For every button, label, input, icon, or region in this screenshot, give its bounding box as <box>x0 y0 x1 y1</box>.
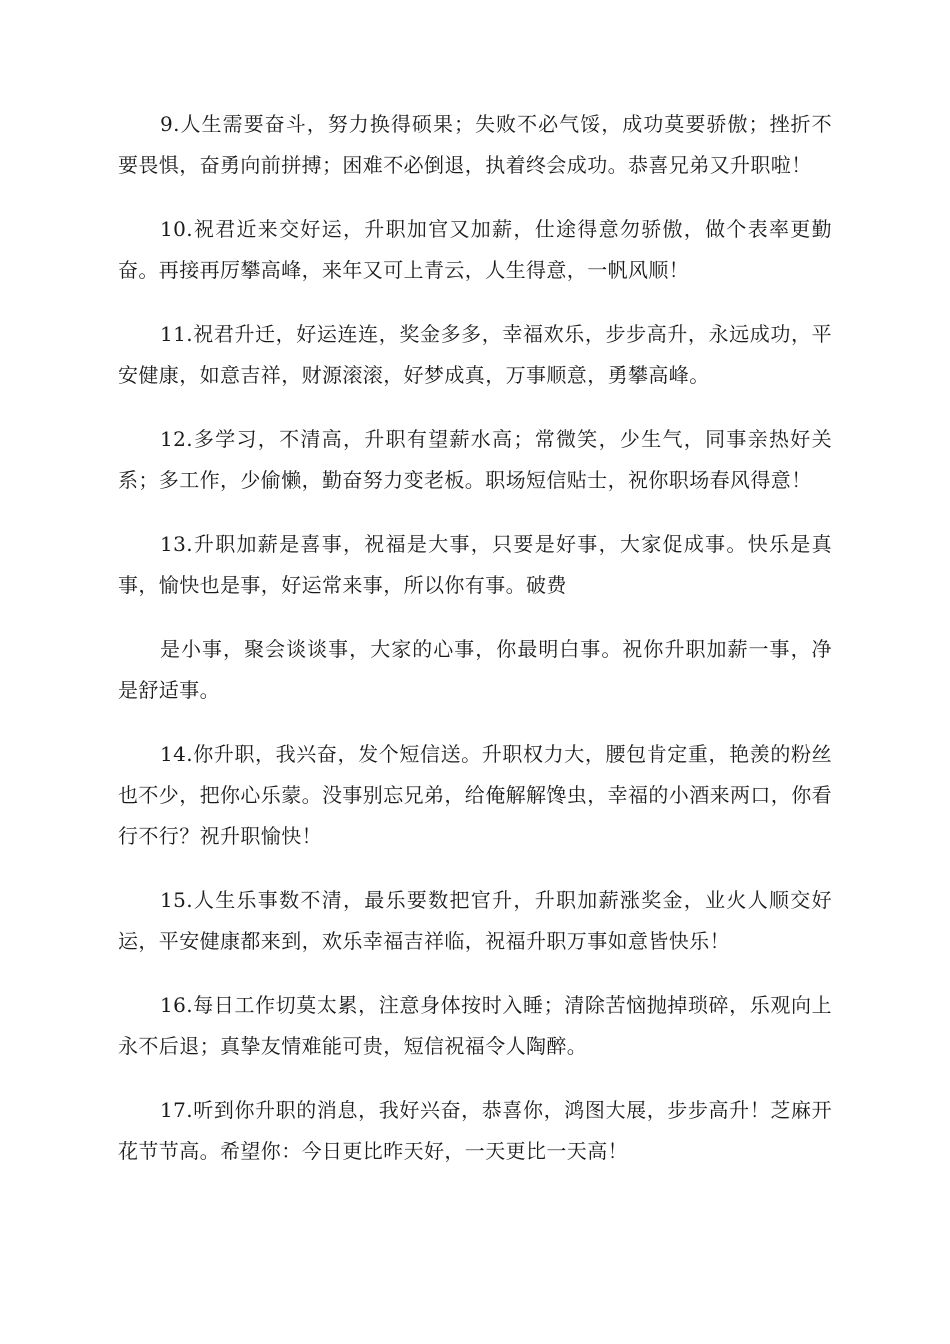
document-body <box>118 104 832 1195</box>
paragraph-12: 12.多学习，不清高，升职有望薪水高；常微笑，少生气，同事亲热好关系；多工作，少偷懒，勤奋努力变老板。职场短信贴士，祝你职场春风得意！ <box>118 427 832 492</box>
paragraph-16: 16.每日工作切莫太累，注意身体按时入睡；清除苦恼抛掉琐碎，乐观向上永不后退；真挚友情难能可贵，短信祝福令人陶醉。 <box>118 993 832 1058</box>
paragraph-11: 11.祝君升迁，好运连连，奖金多多，幸福欢乐，步步高升，永远成功，平安健康，如意吉祥，财源滚滚，好梦成真，万事顺意，勇攀高峰。 <box>118 322 832 387</box>
paragraph-14: 14.你升职，我兴奋，发个短信送。升职权力大，腰包肯定重，艳羡的粉丝也不少，把你心乐蒙。没事别忘兄弟，给俺解解馋虫，幸福的小酒来两口，你看行不行？祝升职愉快！ <box>118 742 832 848</box>
paragraph-13: 13.升职加薪是喜事，祝福是大事，只要是好事，大家促成事。快乐是真事，愉快也是事，好运常来事，所以你有事。破费 <box>118 532 832 597</box>
paragraph-13-continued: 是小事，聚会谈谈事，大家的心事，你最明白事。祝你升职加薪一事，净是舒适事。 <box>118 637 832 702</box>
paragraph-17: 17.听到你升职的消息，我好兴奋，恭喜你，鸿图大展，步步高升！芝麻开花节节高。希望你：今日更比昨天好，一天更比一天高！ <box>118 1098 832 1163</box>
paragraph-15: 15.人生乐事数不清，最乐要数把官升，升职加薪涨奖金，业火人顺交好运，平安健康都来到，欢乐幸福吉祥临，祝福升职万事如意皆快乐！ <box>118 888 832 953</box>
paragraph-9: 9.人生需要奋斗，努力换得硕果；失败不必气馁，成功莫要骄傲；挫折不要畏惧，奋勇向前拼搏；困难不必倒退，执着终会成功。恭喜兄弟又升职啦！ <box>118 112 832 177</box>
paragraph-10: 10.祝君近来交好运，升职加官又加薪，仕途得意勿骄傲，做个表率更勤奋。再接再厉攀高峰，来年又可上青云，人生得意，一帆风顺！ <box>118 217 832 282</box>
